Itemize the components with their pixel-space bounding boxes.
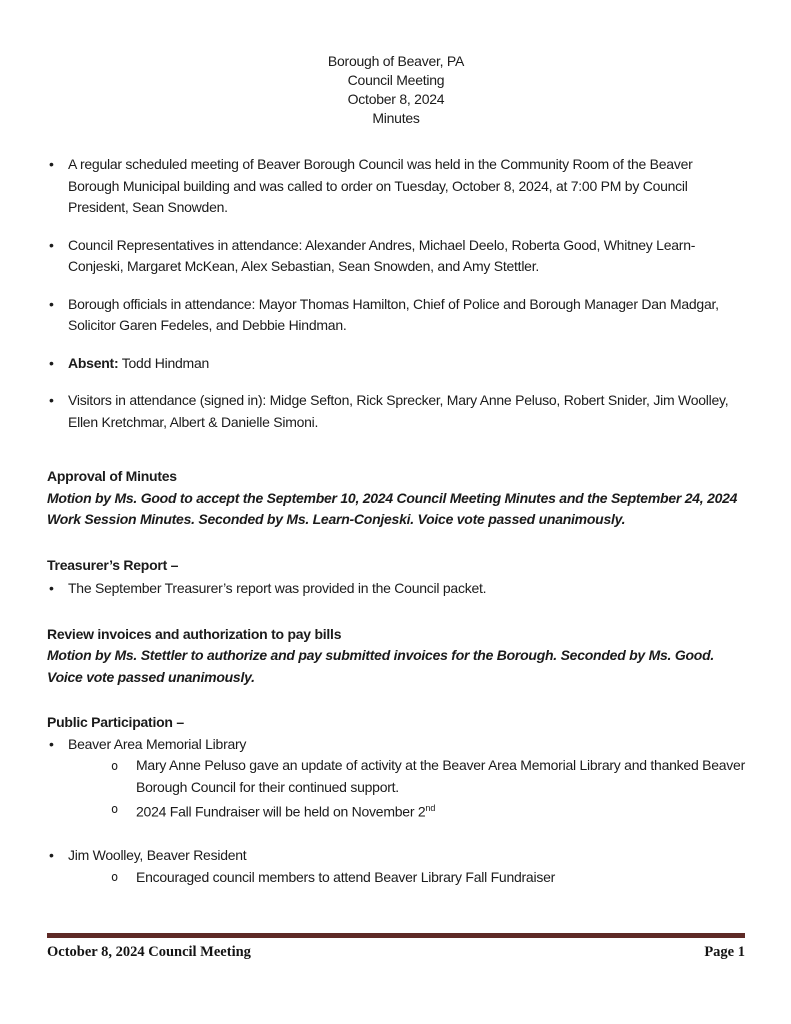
- sublist-item-library-update: [111, 755, 745, 798]
- bullet-text: Jim Woolley, Beaver Resident: [68, 847, 247, 864]
- footer-page-number: Page 1: [704, 944, 745, 960]
- treasurer-list: [47, 578, 745, 600]
- list-item-council-representatives: [47, 235, 745, 278]
- doc-title-minutes: Minutes: [372, 110, 420, 126]
- list-item-jim-woolley: [47, 845, 745, 888]
- list-item-borough-officials: [47, 294, 745, 337]
- motion-text: Motion by Ms. Stettler to authorize and pay submitted invoices for the Borough. Seconded by Ms. Good. Voice vote passed unanimously.: [47, 647, 715, 685]
- ordinal-superscript: nd: [425, 803, 436, 813]
- bullet-text: Encouraged council members to attend Beaver Library Fall Fundraiser: [136, 868, 556, 885]
- section-approval-of-minutes: [47, 466, 745, 531]
- bullet-text: The September Treasurer’s report was provided in the Council packet.: [68, 580, 487, 596]
- jim-woolley-sublist: [111, 867, 745, 889]
- document-title-block: [47, 52, 745, 128]
- bullet-text: Mary Anne Peluso gave an update of activity at the Beaver Area Memorial Library and thanked Beaver Borough Council for their continued support.: [136, 757, 745, 795]
- section-heading: Public Participation –: [47, 714, 184, 730]
- beaver-library-sublist: [111, 755, 745, 823]
- list-item-treasurer-report: [47, 578, 745, 600]
- section-heading: Review invoices and authorization to pay bills: [47, 625, 342, 642]
- doc-title-meeting: Council Meeting: [347, 72, 445, 88]
- bullet-text: Council Representatives in attendance: Alexander Andres, Michael Deelo, Roberta Good, Whitney Learn-Conjeski, Margaret McKean, Alex Sebastian, Sean Snowden, and Amy Stettler.: [68, 236, 696, 274]
- footer-text-row: [47, 942, 745, 964]
- bullet-text: 2024 Fall Fundraiser will be held on November 2: [136, 803, 426, 820]
- section-review-invoices: [47, 624, 745, 689]
- footer-meeting-label: October 8, 2024 Council Meeting: [47, 944, 251, 960]
- section-heading: Treasurer’s Report –: [47, 556, 179, 573]
- doc-title-org: Borough of Beaver, PA: [327, 53, 465, 69]
- list-item-beaver-library: [47, 734, 745, 824]
- doc-title-date: October 8, 2024: [347, 91, 445, 107]
- bullet-text: Todd Hindman: [118, 354, 210, 371]
- section-heading: Approval of Minutes: [47, 468, 177, 484]
- public-participation-list: [47, 734, 745, 889]
- bullet-text: Beaver Area Memorial Library: [68, 735, 247, 752]
- list-item-absent: [47, 353, 745, 375]
- motion-text: Motion by Ms. Good to accept the September 10, 2024 Council Meeting Minutes and the September 24, 2024 Work Session Minutes. Seconded by Ms. Learn-Conjeski. Voice vote passed unanimously.: [47, 489, 738, 527]
- page-footer: [47, 933, 745, 964]
- bullet-text: Borough officials in attendance: Mayor Thomas Hamilton, Chief of Police and Borough Manager Dan Madgar, Solicitor Garen Fedeles, and Debbie Hindman.: [68, 295, 719, 333]
- sublist-item-encouraged-attend: [111, 867, 745, 889]
- bullet-text: Visitors in attendance (signed in): Midge Sefton, Rick Sprecker, Mary Anne Peluso, Robert Snider, Jim Woolley, Ellen Kretchmar, Albert & Danielle Simoni.: [68, 392, 729, 430]
- bullet-text: A regular scheduled meeting of Beaver Borough Council was held in the Community Room of the Beaver Borough Municipal building and was called to order on Tuesday, October 8, 2024, at 7:00 PM by Council President, Sean Snowden.: [68, 156, 693, 215]
- absent-label: Absent:: [68, 354, 119, 371]
- sublist-item-fall-fundraiser: [111, 798, 745, 823]
- section-public-participation: [47, 712, 745, 888]
- footer-rule: [47, 933, 745, 938]
- list-item-meeting-called: [47, 154, 745, 219]
- section-treasurers-report: [47, 555, 745, 600]
- attendance-list: [47, 154, 745, 433]
- list-item-visitors: [47, 390, 745, 433]
